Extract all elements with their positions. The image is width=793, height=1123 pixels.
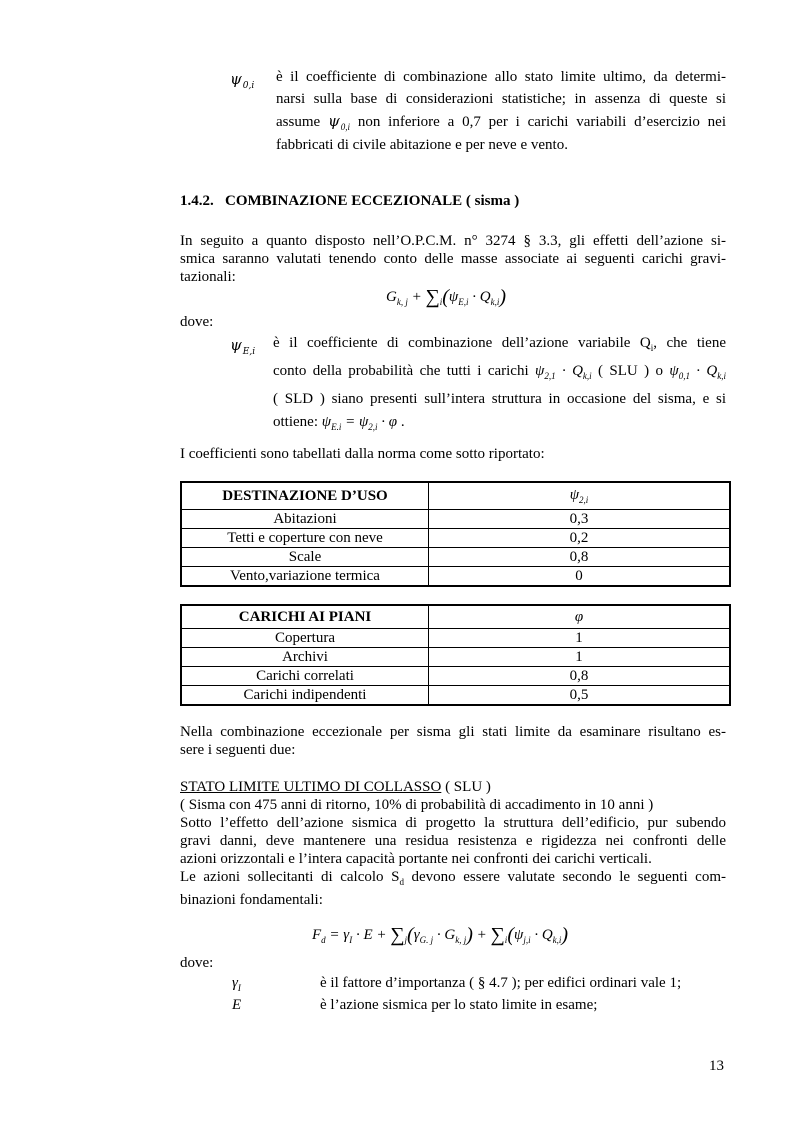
table-row: Vento,variazione termica 0 bbox=[181, 567, 730, 587]
paragraph-line: binazioni fondamentali: bbox=[180, 892, 323, 908]
slu-title: STATO LIMITE ULTIMO DI COLLASSO ( SLU ) bbox=[180, 779, 491, 795]
gamma-I-definition: è il fattore d’importanza ( § 4.7 ); per edifici ordinari vale 1; bbox=[320, 975, 682, 991]
table-row: Scale 0,8 bbox=[181, 548, 730, 567]
paragraph-line: ( Sisma con 475 anni di ritorno, 10% di probabilità di accadimento in 10 anni ) bbox=[180, 797, 654, 813]
E-definition: è l’azione sismica per lo stato limite in esame; bbox=[320, 997, 598, 1013]
table-row: Tetti e coperture con neve 0,2 bbox=[181, 529, 730, 548]
slu-section bbox=[180, 778, 726, 909]
psi-0i-definition bbox=[276, 66, 726, 156]
table-header-psi: $\psi_{2,i}$ bbox=[429, 482, 731, 510]
page-number: 13 bbox=[709, 1058, 724, 1074]
psi-Ei-symbol: $\psi_{E,i}$ bbox=[230, 336, 256, 357]
table-destinazione-uso bbox=[180, 481, 731, 587]
dove-label: dove: bbox=[180, 314, 214, 330]
paragraph-line: Le azioni sollecitanti di calcolo $S_d$ devono essere valutate secondo le seguenti com- bbox=[180, 869, 726, 887]
intro-paragraph bbox=[180, 232, 726, 286]
table-header: DESTINAZIONE D’USO bbox=[181, 482, 429, 510]
definition-line: narsi sulla base di considerazioni statistiche; in assenza di queste si bbox=[276, 91, 726, 107]
table-carichi-piani bbox=[180, 604, 731, 706]
paragraph-line: In seguito a quanto disposto nell’O.P.C.M. n° 3274 § 3.3, gli effetti dell’azione si- bbox=[180, 233, 726, 249]
definition-line: ottiene: $\psi_{E.i} = \psi_{2,i} \cdot \varphi$ . bbox=[273, 414, 405, 432]
combo-paragraph bbox=[180, 723, 726, 759]
table-row: Carichi correlati 0,8 bbox=[181, 667, 730, 686]
table-row: Abitazioni 0,3 bbox=[181, 510, 730, 529]
paragraph-line: azioni orizzontali e l’intera capacità portante nei confronti dei carichi verticali. bbox=[180, 851, 652, 867]
gamma-I-symbol: $\gamma_I$ bbox=[232, 975, 241, 993]
definition-line: ( SLD ) siano presenti sull’intera struttura in occasione del sisma, e si bbox=[273, 391, 726, 407]
formula-gravitational-loads: $G_{k, j} + \sum_i(\psi_{E,i} \cdot Q_{k,i})$ bbox=[386, 286, 507, 308]
table-row: Copertura 1 bbox=[181, 629, 730, 648]
definition-line: è il coefficiente di combinazione allo stato limite ultimo, da determi- bbox=[276, 69, 726, 85]
definition-line: è il coefficiente di combinazione dell’azione variabile $Q_i$, che tiene bbox=[273, 335, 726, 353]
paragraph-line: Nella combinazione eccezionale per sisma gli stati limite da esaminare risultano es- bbox=[180, 724, 726, 740]
table-header: CARICHI AI PIANI bbox=[181, 605, 429, 629]
table-row: Carichi indipendenti 0,5 bbox=[181, 686, 730, 706]
paragraph-line: Sotto l’effetto dell’azione sismica di progetto la struttura dell’edificio, pur subendo bbox=[180, 815, 726, 831]
section-heading: 1.4.2. COMBINAZIONE ECCEZIONALE ( sisma ) bbox=[180, 193, 520, 209]
formula-fd: $F_d = \gamma_I \cdot E + \sum_j(\gamma_{G. j} \cdot G_{k, j}) + \sum_i(\psi_{j,i} \cdot Q_{k,i})$ bbox=[312, 924, 569, 946]
paragraph-line: gravi danni, deve mantenere una residua resistenza e rigidezza nei confronti delle bbox=[180, 833, 726, 849]
table-row: Archivi 1 bbox=[181, 648, 730, 667]
E-symbol: E bbox=[232, 997, 242, 1013]
paragraph-line: tazionali: bbox=[180, 269, 236, 285]
paragraph-line: smica saranno valutati tenendo conto delle masse associate ai seguenti carichi gravi- bbox=[180, 251, 726, 267]
dove-label: dove: bbox=[180, 955, 214, 971]
table-header-phi: φ bbox=[429, 605, 731, 629]
paragraph-line: sere i seguenti due: bbox=[180, 742, 296, 758]
definition-line: assume $\psi_{0,i}$ non inferiore a 0,7 per i carichi variabili d’esercizio nei bbox=[276, 112, 727, 132]
tables-intro: I coefficienti sono tabellati dalla norma come sotto riportato: bbox=[180, 446, 545, 462]
psi-0i-symbol: $\psi_{0,i}$ bbox=[230, 70, 255, 91]
definition-line: conto della probabilità che tutti i carichi $\psi_{2,1} \cdot Q_{k,i}$ ( SLU ) o $\psi_{0,1} \cdot Q_{k,i}$ bbox=[273, 363, 727, 381]
definition-line: fabbricati di civile abitazione e per neve e vento. bbox=[276, 137, 568, 153]
psi-Ei-definition bbox=[273, 332, 726, 439]
